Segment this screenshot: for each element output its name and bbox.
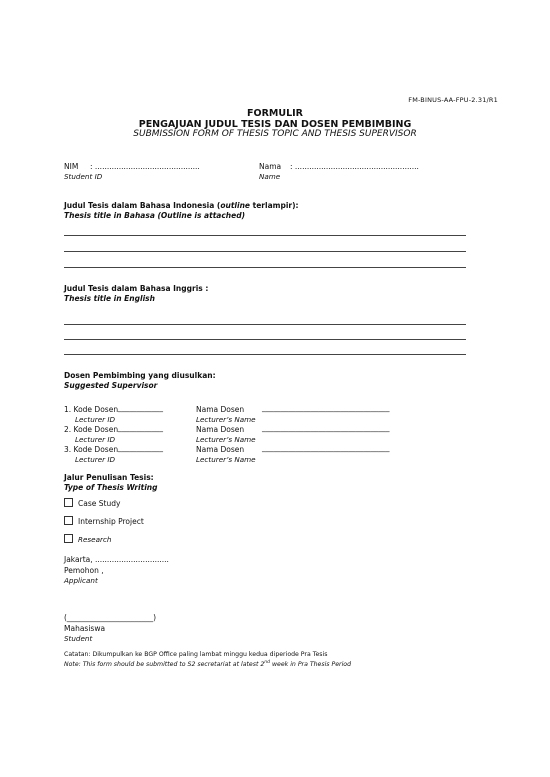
- internship-project-checkbox[interactable]: [64, 516, 73, 525]
- place-date-field[interactable]: Jakarta, ...............................: [64, 555, 169, 564]
- student-label: Mahasiswa: [64, 624, 106, 633]
- nim-label-english: Student ID: [64, 172, 103, 181]
- supervisor-3-code-field[interactable]: ____________: [118, 443, 163, 452]
- thesis-title-english-line-2[interactable]: [64, 339, 466, 340]
- applicant-name-field[interactable]: (_______________________): [64, 613, 157, 622]
- supervisor-label-english: Suggested Supervisor: [64, 381, 158, 390]
- form-title: FORMULIR: [247, 108, 303, 119]
- form-subtitle: PENGAJUAN JUDUL TESIS DAN DOSEN PEMBIMBING: [138, 119, 412, 130]
- thesis-title-indonesian-label: Judul Tesis dalam Bahasa Indonesia (outline terlampir):: [64, 201, 299, 210]
- student-label-english: Student: [64, 634, 93, 643]
- nim-label: NIM: [64, 162, 79, 171]
- supervisor-2-code-english: Lecturer ID: [75, 435, 116, 444]
- thesis-writing-label-english: Type of Thesis Writing: [64, 483, 158, 492]
- supervisor-2-name-english: Lecturer’s Name: [196, 435, 256, 444]
- supervisor-2-code-label: 2. Kode Dosen: [64, 425, 119, 434]
- case-study-label: Case Study: [78, 499, 121, 508]
- thesis-title-indonesian-line-3[interactable]: [64, 267, 466, 268]
- thesis-title-english-line-3[interactable]: [64, 354, 466, 355]
- supervisor-2-code-field[interactable]: ____________: [118, 423, 163, 432]
- supervisor-3-name-label: Nama Dosen: [196, 445, 245, 454]
- thesis-title-english-english: Thesis title in English: [64, 294, 155, 303]
- supervisor-2-name-label: Nama Dosen: [196, 425, 245, 434]
- research-checkbox[interactable]: [64, 534, 73, 543]
- research-label: Research: [78, 535, 112, 544]
- thesis-title-indonesian-english: Thesis title in Bahasa (Outline is attached): [64, 211, 246, 220]
- supervisor-3-code-label: 3. Kode Dosen: [64, 445, 119, 454]
- supervisor-3-code-english: Lecturer ID: [75, 455, 116, 464]
- name-field[interactable]: : ....................................................: [290, 162, 419, 171]
- internship-project-label: Internship Project: [78, 517, 144, 526]
- supervisor-3-name-english: Lecturer’s Name: [196, 455, 256, 464]
- document-code: FM-BINUS-AA-FPU-2.31/R1: [408, 96, 498, 104]
- supervisor-1-name-english: Lecturer’s Name: [196, 415, 256, 424]
- supervisor-3-name-field[interactable]: __________________________________: [262, 443, 390, 452]
- supervisor-2-name-field[interactable]: __________________________________: [262, 423, 390, 432]
- name-label: Nama: [259, 162, 282, 171]
- name-label-english: Name: [259, 172, 281, 181]
- applicant-label: Pemohon ,: [64, 566, 104, 575]
- note-english: Note: This form should be submitted to S2 secretariat at latest 2nd week in Pra Thesis Period: [64, 660, 352, 669]
- applicant-label-english: Applicant: [64, 576, 98, 585]
- thesis-title-indonesian-line-1[interactable]: [64, 235, 466, 236]
- form-subtitle-english: SUBMISSION FORM OF THESIS TOPIC AND THESIS SUPERVISOR: [133, 129, 417, 139]
- supervisor-1-name-label: Nama Dosen: [196, 405, 245, 414]
- thesis-writing-label: Jalur Penulisan Tesis:: [64, 473, 154, 482]
- supervisor-label: Dosen Pembimbing yang diusulkan:: [64, 371, 216, 380]
- nim-field[interactable]: : ............................................: [90, 162, 200, 171]
- thesis-title-english-line-1[interactable]: [64, 324, 466, 325]
- note-indonesian: Catatan: Dikumpulkan ke BGP Office paling lambat minggu kedua diperiode Pra Tesis: [64, 651, 328, 658]
- supervisor-1-code-label: 1. Kode Dosen: [64, 405, 119, 414]
- case-study-checkbox[interactable]: [64, 498, 73, 507]
- supervisor-1-code-english: Lecturer ID: [75, 415, 116, 424]
- supervisor-1-name-field[interactable]: __________________________________: [262, 403, 390, 412]
- thesis-title-indonesian-line-2[interactable]: [64, 251, 466, 252]
- supervisor-1-code-field[interactable]: ____________: [118, 403, 163, 412]
- thesis-title-english-label: Judul Tesis dalam Bahasa Inggris :: [64, 284, 209, 293]
